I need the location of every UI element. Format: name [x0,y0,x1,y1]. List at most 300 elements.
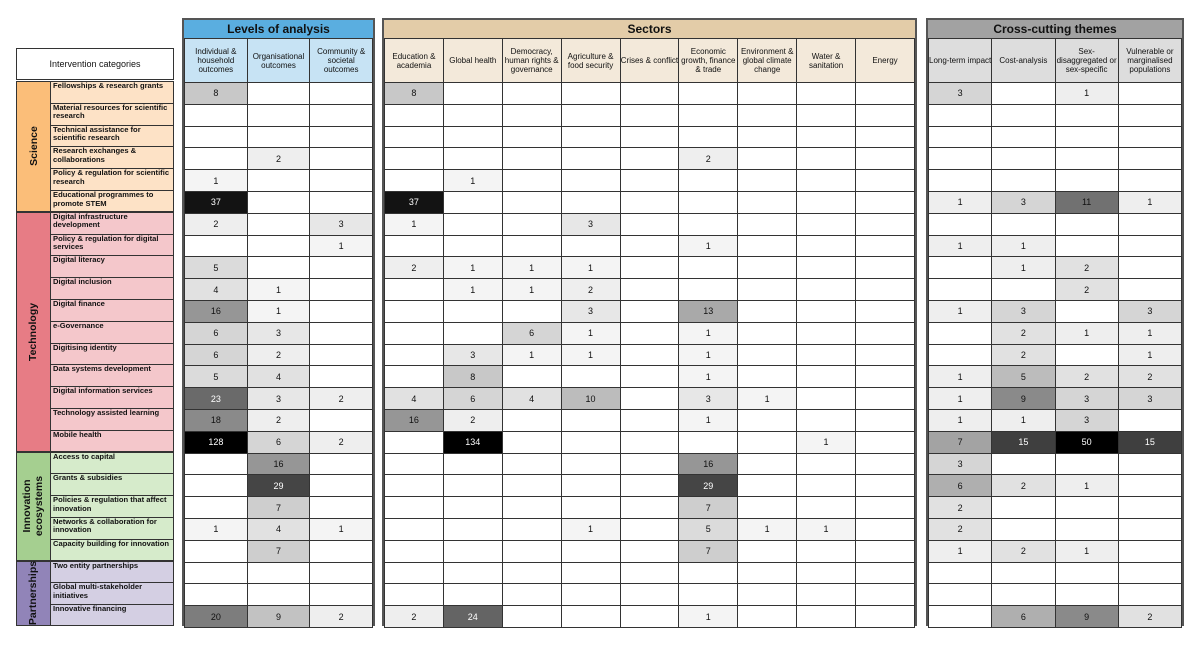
category-row-label: Global multi-stakeholder initiatives [51,583,173,605]
count-cell [502,148,561,170]
count-cell: 9 [1055,606,1118,628]
count-cell [738,83,797,105]
table-row [929,562,1182,584]
count-cell: 2 [185,213,248,235]
table-row [929,584,1182,606]
count-cell [620,213,679,235]
count-cell [502,431,561,453]
count-cell [385,562,444,584]
count-cell [856,148,915,170]
count-cell [561,606,620,628]
table-row [385,170,915,192]
count-cell: 1 [1055,322,1118,344]
count-cell [992,562,1055,584]
count-cell [856,300,915,322]
count-cell: 1 [679,366,738,388]
count-cell: 37 [185,191,248,213]
count-cell: 3 [247,322,310,344]
count-cell [620,388,679,410]
count-cell [443,191,502,213]
count-cell: 3 [992,191,1055,213]
count-cell [1118,562,1181,584]
count-cell: 3 [1055,409,1118,431]
column-header: Long-term impact [929,39,992,83]
table-row [385,148,915,170]
count-cell [502,562,561,584]
count-cell: 20 [185,606,248,628]
count-cell [502,453,561,475]
table-row [385,606,915,628]
count-cell [738,606,797,628]
count-cell [797,83,856,105]
count-cell: 6 [443,388,502,410]
count-cell [738,148,797,170]
count-cell: 1 [310,235,373,257]
count-cell [738,126,797,148]
count-cell [385,453,444,475]
table-row [185,322,373,344]
count-cell [856,104,915,126]
table-row [929,409,1182,431]
count-cell [1118,83,1181,105]
sectors-title: Sectors [384,20,915,39]
table-row [385,584,915,606]
column-header: Sex-disaggregated or sex-specific [1055,39,1118,83]
count-cell [620,257,679,279]
count-cell: 1 [1118,344,1181,366]
count-cell [310,104,373,126]
count-cell [856,366,915,388]
count-cell [502,170,561,192]
count-cell [502,409,561,431]
count-cell [797,606,856,628]
count-cell [856,83,915,105]
count-cell: 4 [385,388,444,410]
table-row [185,540,373,562]
count-cell: 6 [185,344,248,366]
count-cell: 7 [929,431,992,453]
count-cell [992,170,1055,192]
count-cell: 1 [247,279,310,301]
count-cell: 1 [561,344,620,366]
cross-cutting-themes-title: Cross-cutting themes [928,20,1182,39]
count-cell [1055,170,1118,192]
table-row [185,388,373,410]
category-row-label: Fellowships & research grants [51,82,173,104]
count-cell: 7 [679,540,738,562]
count-cell [502,83,561,105]
count-cell [679,257,738,279]
table-row [929,257,1182,279]
count-cell: 2 [247,409,310,431]
count-cell [929,322,992,344]
count-cell [797,497,856,519]
table-row [385,540,915,562]
count-cell [797,148,856,170]
count-cell [1118,279,1181,301]
count-cell [738,475,797,497]
table-row [929,518,1182,540]
count-cell [443,235,502,257]
count-cell [679,213,738,235]
table-row [929,191,1182,213]
count-cell [856,257,915,279]
count-cell: 1 [929,366,992,388]
count-cell [992,584,1055,606]
count-cell: 2 [1118,366,1181,388]
count-cell [561,453,620,475]
count-cell [185,104,248,126]
count-cell: 6 [185,322,248,344]
count-cell [797,584,856,606]
count-cell [502,300,561,322]
column-header: Individual & household outcomes [185,39,248,83]
count-cell [443,453,502,475]
group-partnerships [16,561,174,626]
count-cell [929,606,992,628]
count-cell [443,104,502,126]
category-row-label: Access to capital [51,453,173,475]
count-cell [385,322,444,344]
levels-of-analysis-title: Levels of analysis [184,20,373,39]
column-header: Water & sanitation [797,39,856,83]
count-cell [679,584,738,606]
count-cell [247,213,310,235]
count-cell [385,540,444,562]
count-cell [561,170,620,192]
count-cell [992,104,1055,126]
column-header: Education & academia [385,39,444,83]
count-cell: 3 [561,213,620,235]
count-cell: 3 [561,300,620,322]
count-cell [1055,104,1118,126]
count-cell: 128 [185,431,248,453]
table-row [385,83,915,105]
column-header: Vulnerable or marginalised populations [1118,39,1181,83]
count-cell: 4 [185,279,248,301]
table-row [185,497,373,519]
count-cell: 50 [1055,431,1118,453]
count-cell [797,257,856,279]
levels-of-analysis-panel [182,18,375,626]
count-cell: 6 [992,606,1055,628]
count-cell: 3 [929,83,992,105]
count-cell [856,584,915,606]
count-cell: 2 [992,540,1055,562]
category-row-label: Grants & subsidies [51,474,173,496]
count-cell: 2 [929,518,992,540]
count-cell: 37 [385,191,444,213]
count-cell [385,104,444,126]
category-row-label: Educational programmes to promote STEM [53,191,154,208]
count-cell: 1 [502,344,561,366]
table-row [185,606,373,628]
count-cell [856,126,915,148]
count-cell: 9 [992,388,1055,410]
category-row-label: Digital infrastructure development [51,213,173,235]
count-cell [856,279,915,301]
count-cell: 1 [679,606,738,628]
count-cell: 6 [929,475,992,497]
category-row-label: Technology assisted learning [51,409,173,431]
count-cell [797,300,856,322]
count-cell [679,83,738,105]
count-cell [1118,409,1181,431]
count-cell: 15 [1118,431,1181,453]
count-cell [856,170,915,192]
count-cell [1118,235,1181,257]
count-cell [310,170,373,192]
table-row [385,453,915,475]
count-cell [185,540,248,562]
count-cell [561,104,620,126]
count-cell [385,497,444,519]
count-cell [385,148,444,170]
count-cell [247,126,310,148]
table-row [385,366,915,388]
group-science [16,81,174,212]
table-row [385,235,915,257]
count-cell: 1 [310,518,373,540]
table-row [929,235,1182,257]
count-cell [185,584,248,606]
count-cell: 16 [385,409,444,431]
count-cell [1055,213,1118,235]
count-cell [738,213,797,235]
column-header: Global health [443,39,502,83]
group-label [17,453,51,560]
count-cell [561,148,620,170]
count-cell [247,104,310,126]
count-cell [247,584,310,606]
count-cell [856,497,915,519]
count-cell [502,584,561,606]
count-cell [797,213,856,235]
count-cell [185,453,248,475]
category-row-label: Policy & regulation for scientific research [51,169,173,191]
count-cell [443,518,502,540]
group-name: Science [27,126,40,167]
group-technology [16,212,174,452]
count-cell [443,497,502,519]
count-cell: 8 [443,366,502,388]
count-cell: 2 [1055,257,1118,279]
table-row [185,83,373,105]
count-cell [1055,584,1118,606]
count-cell [797,170,856,192]
count-cell: 3 [310,213,373,235]
count-cell [443,148,502,170]
count-cell [310,257,373,279]
column-header-row [929,39,1182,83]
column-header: Economic growth, finance & trade [679,39,738,83]
table-row [185,235,373,257]
table-row [185,409,373,431]
table-row [929,322,1182,344]
count-cell [856,235,915,257]
count-cell [620,431,679,453]
count-cell: 16 [185,300,248,322]
count-cell: 1 [679,235,738,257]
table-row [929,453,1182,475]
count-cell: 9 [247,606,310,628]
table-row [385,126,915,148]
category-row-label: Networks & collaboration for innovation [51,518,173,540]
category-row-label: Digital finance [51,300,173,322]
table-row [185,279,373,301]
count-cell [561,497,620,519]
count-cell [738,453,797,475]
category-row-label: Digital literacy [51,256,173,278]
count-cell [679,191,738,213]
count-cell: 1 [929,300,992,322]
count-cell [620,126,679,148]
count-cell: 4 [247,366,310,388]
count-cell [1118,518,1181,540]
count-cell: 3 [443,344,502,366]
category-row-label: Digitising identity [51,344,173,366]
group-label [17,213,51,451]
count-cell [247,235,310,257]
count-cell [797,322,856,344]
count-cell [502,126,561,148]
column-header-row [385,39,915,83]
count-cell: 1 [929,388,992,410]
count-cell [385,126,444,148]
count-cell [561,584,620,606]
table-row [385,344,915,366]
count-cell [385,518,444,540]
count-cell [856,409,915,431]
count-cell: 1 [929,235,992,257]
table-row [929,475,1182,497]
count-cell: 15 [992,431,1055,453]
count-cell [310,562,373,584]
category-row-label: Capacity building for innovation [53,539,170,548]
count-cell: 1 [385,213,444,235]
count-cell: 23 [185,388,248,410]
count-cell [992,213,1055,235]
count-cell [929,344,992,366]
category-row-label: Policy & regulation for digital services [51,235,173,257]
count-cell: 1 [929,191,992,213]
category-row-label: e-Governance [51,322,173,344]
count-cell: 7 [247,497,310,519]
count-cell [247,562,310,584]
count-cell [1118,148,1181,170]
count-cell: 29 [679,475,738,497]
count-cell [620,475,679,497]
count-cell [443,213,502,235]
count-cell [502,475,561,497]
category-row-label: Data systems development [51,365,173,387]
count-cell: 1 [443,279,502,301]
count-cell: 5 [185,257,248,279]
count-cell [992,497,1055,519]
count-cell: 6 [247,431,310,453]
count-cell: 4 [502,388,561,410]
table-row [385,213,915,235]
count-cell: 2 [1055,366,1118,388]
table-row [929,148,1182,170]
count-cell [620,409,679,431]
count-cell [620,562,679,584]
count-cell: 3 [247,388,310,410]
count-cell: 2 [247,344,310,366]
count-cell [856,431,915,453]
count-cell [561,235,620,257]
count-cell [1055,300,1118,322]
group-name: Partnerships [27,561,40,626]
table-row [929,170,1182,192]
count-cell [247,83,310,105]
table-row [929,606,1182,628]
table-row [929,213,1182,235]
table-row [385,279,915,301]
count-cell: 1 [443,170,502,192]
count-cell [929,257,992,279]
count-cell: 1 [502,257,561,279]
count-cell [620,300,679,322]
count-cell [561,475,620,497]
column-header: Environment & global climate change [738,39,797,83]
count-cell: 1 [1118,191,1181,213]
count-cell [385,235,444,257]
count-cell [310,497,373,519]
count-cell [620,344,679,366]
count-cell: 24 [443,606,502,628]
count-cell [561,191,620,213]
count-cell [992,83,1055,105]
count-cell [992,126,1055,148]
count-cell [385,584,444,606]
table-row [185,584,373,606]
count-cell: 2 [443,409,502,431]
count-cell [502,497,561,519]
column-header: Energy [856,39,915,83]
count-cell [856,322,915,344]
count-cell [929,213,992,235]
count-cell [1055,453,1118,475]
column-header: Community & societal outcomes [310,39,373,83]
count-cell [502,540,561,562]
count-cell: 1 [561,518,620,540]
count-cell [385,344,444,366]
count-cell [310,540,373,562]
column-header: Crises & conflict [620,39,679,83]
intervention-categories-title: Intervention categories [49,59,141,69]
table-row [385,104,915,126]
table-row [385,388,915,410]
count-cell: 1 [1118,322,1181,344]
count-cell [185,475,248,497]
table-row [185,366,373,388]
count-cell: 2 [679,148,738,170]
count-cell [310,300,373,322]
count-cell [561,409,620,431]
count-cell: 16 [247,453,310,475]
matrix-table [928,38,1182,628]
count-cell [561,126,620,148]
table-row [185,431,373,453]
count-cell: 1 [929,409,992,431]
group-label [17,562,51,625]
count-cell: 3 [679,388,738,410]
count-cell [1118,540,1181,562]
count-cell [679,279,738,301]
count-cell: 1 [992,235,1055,257]
table-row [385,300,915,322]
